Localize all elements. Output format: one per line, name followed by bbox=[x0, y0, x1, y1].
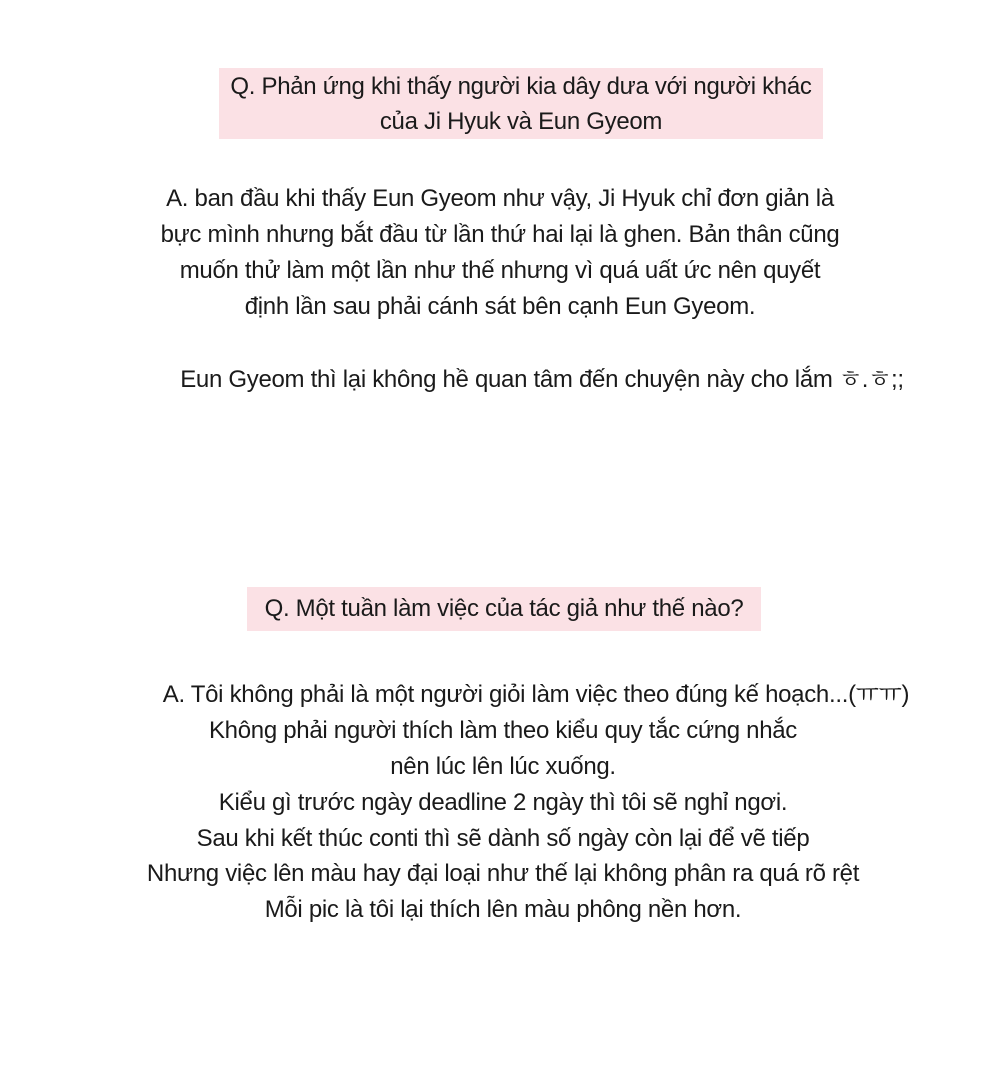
question-1-box bbox=[219, 68, 823, 139]
answer-2-line-3: nên lúc lên lúc xuống. bbox=[390, 753, 616, 780]
answer-2-line-4: Kiểu gì trước ngày deadline 2 ngày thì tôi sẽ nghỉ ngơi. bbox=[218, 789, 788, 816]
answer-2-line-2: Không phải người thích làm theo kiểu quy tắc cứng nhắc bbox=[208, 717, 798, 744]
question-2-box bbox=[247, 587, 761, 631]
answer-1-line-2: bực mình nhưng bắt đầu từ lần thứ hai lại là ghen. Bản thân cũng bbox=[160, 221, 840, 248]
answer-1-extra: Eun Gyeom thì lại không hề quan tâm đến chuyện này cho lắm ㅎ.ㅎ;; bbox=[180, 366, 904, 393]
question-2-line-1: Q. Một tuần làm việc của tác giả như thế nào? bbox=[264, 595, 744, 622]
question-1-line-1: Q. Phản ứng khi thấy người kia dây dưa với người khác bbox=[230, 73, 812, 100]
question-1-line-2: của Ji Hyuk và Eun Gyeom bbox=[379, 108, 663, 135]
answer-1-line-3: muốn thử làm một lần như thế nhưng vì quá uất ức nên quyết bbox=[179, 257, 821, 284]
answer-1-line-4: định lần sau phải cánh sát bên cạnh Eun Gyeom. bbox=[244, 293, 756, 320]
answer-2-line-5: Sau khi kết thúc conti thì sẽ dành số ngày còn lại để vẽ tiếp bbox=[196, 825, 810, 852]
answer-2-line-6: Nhưng việc lên màu hay đại loại như thế lại không phân ra quá rõ rệt bbox=[146, 860, 860, 887]
answer-1-line-1: A. ban đầu khi thấy Eun Gyeom như vậy, Ji Hyuk chỉ đơn giản là bbox=[166, 185, 834, 212]
answer-2-line-1: A. Tôi không phải là một người giỏi làm việc theo đúng kế hoạch...(ㅠㅠ) bbox=[162, 681, 910, 708]
answer-2-line-7: Mỗi pic là tôi lại thích lên màu phông nền hơn. bbox=[264, 896, 742, 923]
